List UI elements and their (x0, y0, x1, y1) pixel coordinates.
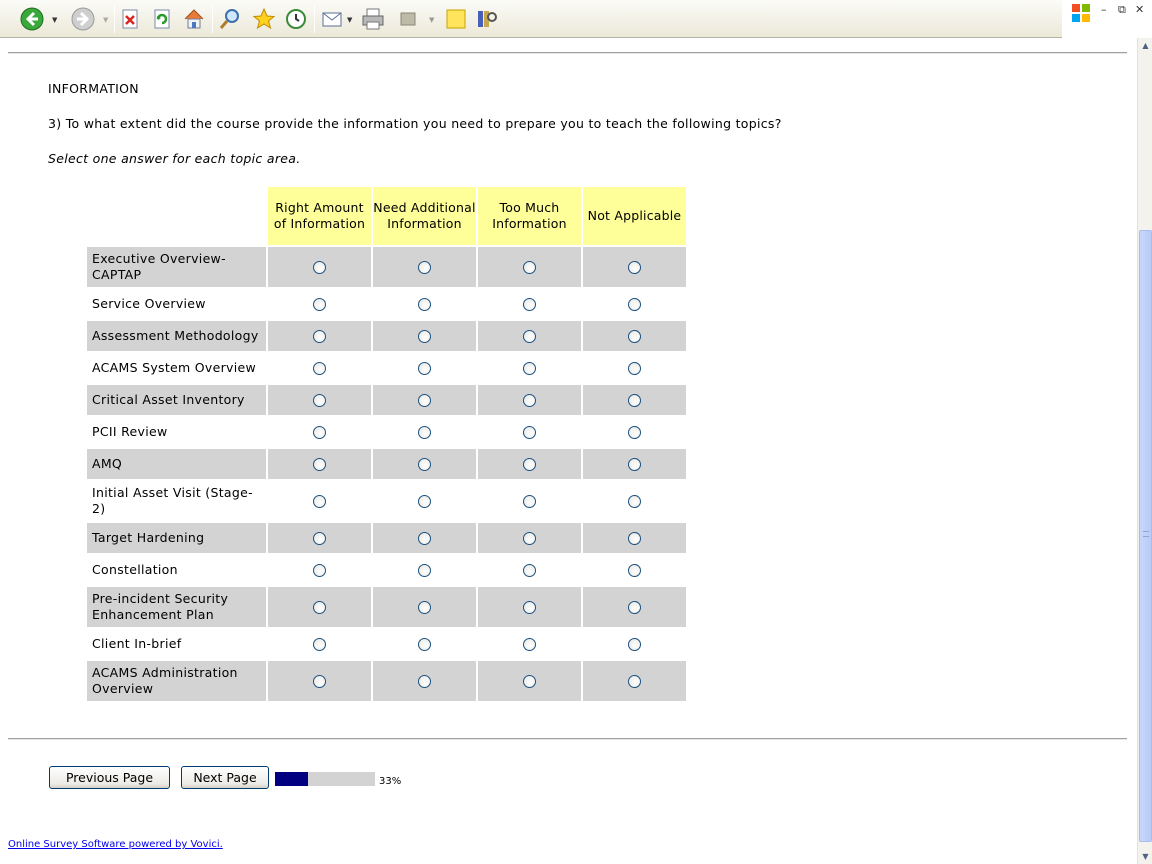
top-divider (8, 52, 1127, 54)
table-row (87, 289, 688, 319)
option-cell (373, 417, 476, 447)
option-cell (478, 417, 581, 447)
minimize-icon[interactable]: – (1101, 3, 1107, 16)
option-cell (583, 629, 686, 659)
option-cell (583, 353, 686, 383)
column-header: Too Much Information (478, 187, 581, 245)
topic-label: Constellation (92, 562, 178, 577)
answer-radio[interactable] (418, 298, 431, 311)
option-cell (268, 247, 371, 287)
answer-radio[interactable] (418, 675, 431, 688)
option-cell (373, 353, 476, 383)
answer-radio[interactable] (523, 394, 536, 407)
back-dropdown-icon[interactable]: ▼ (52, 16, 58, 24)
search-icon[interactable] (218, 7, 242, 31)
toolbar-separator (314, 5, 315, 33)
column-header: Right Amount of Information (268, 187, 371, 245)
answer-radio[interactable] (523, 638, 536, 651)
answer-radio[interactable] (628, 564, 641, 577)
answer-radio[interactable] (523, 601, 536, 614)
section-title: INFORMATION (48, 81, 139, 96)
option-cell (373, 385, 476, 415)
answer-radio[interactable] (523, 458, 536, 471)
answer-radio[interactable] (523, 330, 536, 343)
option-cell (478, 449, 581, 479)
window-controls (1062, 0, 1152, 38)
progress-bar-fill (275, 772, 308, 786)
option-cell (373, 481, 476, 521)
topic-label: Client In-brief (92, 636, 182, 651)
option-cell (478, 353, 581, 383)
research-icon[interactable] (475, 7, 499, 31)
option-cell (583, 449, 686, 479)
answer-radio[interactable] (313, 532, 326, 545)
mail-dropdown-icon[interactable]: ▼ (347, 16, 353, 24)
option-cell (268, 289, 371, 319)
option-cell (268, 353, 371, 383)
topic-label: Executive Overview-CAPTAP (87, 247, 266, 287)
note-icon[interactable] (444, 7, 468, 31)
option-cell (583, 321, 686, 351)
table-row (87, 385, 688, 415)
table-row (87, 321, 688, 351)
option-cell (478, 555, 581, 585)
option-cell (268, 523, 371, 553)
option-cell (268, 555, 371, 585)
answer-radio[interactable] (628, 458, 641, 471)
option-cell (583, 289, 686, 319)
answer-radio[interactable] (418, 601, 431, 614)
option-cell (478, 629, 581, 659)
answer-radio[interactable] (628, 394, 641, 407)
option-cell (373, 587, 476, 627)
answer-radio[interactable] (418, 458, 431, 471)
answer-radio[interactable] (313, 601, 326, 614)
answer-radio[interactable] (628, 298, 641, 311)
answer-radio[interactable] (523, 298, 536, 311)
favorites-icon[interactable] (252, 7, 276, 31)
option-cell (478, 587, 581, 627)
windows-logo-icon (1070, 2, 1092, 24)
toolbar-separator (114, 5, 115, 33)
option-cell (478, 321, 581, 351)
progress-percent: 33% (379, 776, 402, 787)
answer-radio[interactable] (313, 564, 326, 577)
forward-dropdown-icon[interactable]: ▼ (103, 16, 109, 24)
answer-radio[interactable] (628, 532, 641, 545)
option-cell (583, 481, 686, 521)
answer-radio[interactable] (313, 495, 326, 508)
forward-icon[interactable] (71, 7, 95, 31)
option-cell (478, 289, 581, 319)
answer-radio[interactable] (628, 330, 641, 343)
answer-radio[interactable] (313, 675, 326, 688)
bottom-divider (8, 738, 1127, 740)
option-cell (583, 523, 686, 553)
print-icon[interactable] (361, 7, 385, 31)
answer-radio[interactable] (523, 261, 536, 274)
powered-by-link[interactable]: Online Survey Software powered by Vovici. (8, 839, 223, 850)
option-cell (583, 661, 686, 701)
answer-radio[interactable] (313, 298, 326, 311)
option-cell (478, 247, 581, 287)
answer-radio[interactable] (418, 495, 431, 508)
option-cell (373, 523, 476, 553)
topic-label: Assessment Methodology (87, 321, 266, 351)
answer-radio[interactable] (628, 601, 641, 614)
answer-radio[interactable] (313, 394, 326, 407)
previous-page-button[interactable]: Previous Page (49, 766, 170, 789)
scrollbar-thumb[interactable] (1139, 230, 1152, 842)
answer-radio[interactable] (628, 638, 641, 651)
option-cell (583, 247, 686, 287)
topic-label: Service Overview (92, 296, 206, 311)
option-cell (478, 385, 581, 415)
survey-matrix (87, 187, 688, 703)
header-spacer (87, 187, 266, 245)
option-cell (268, 661, 371, 701)
answer-radio[interactable] (313, 638, 326, 651)
stop-icon[interactable] (118, 7, 142, 31)
table-row (87, 247, 688, 287)
answer-radio[interactable] (418, 564, 431, 577)
option-cell (373, 247, 476, 287)
mail-icon[interactable] (321, 7, 345, 31)
topic-label: PCII Review (92, 424, 168, 439)
matrix-body (87, 247, 688, 701)
vertical-scrollbar[interactable] (1137, 38, 1152, 864)
answer-radio[interactable] (418, 532, 431, 545)
option-cell (268, 481, 371, 521)
topic-label: Initial Asset Visit (Stage-2) (92, 485, 253, 516)
option-cell (268, 449, 371, 479)
answer-radio[interactable] (313, 458, 326, 471)
home-icon[interactable] (182, 7, 206, 31)
table-row (87, 481, 688, 521)
topic-label: ACAMS Administration Overview (87, 661, 266, 701)
option-cell (373, 449, 476, 479)
option-cell (268, 587, 371, 627)
scroll-down-icon[interactable]: ▼ (1142, 852, 1149, 861)
option-cell (373, 289, 476, 319)
option-cell (583, 555, 686, 585)
topic-label: Critical Asset Inventory (87, 385, 266, 415)
answer-radio[interactable] (313, 330, 326, 343)
table-row (87, 587, 688, 627)
edit-icon[interactable] (396, 7, 420, 31)
scroll-up-icon[interactable]: ▲ (1142, 41, 1149, 50)
option-cell (373, 321, 476, 351)
answer-radio[interactable] (628, 426, 641, 439)
close-icon[interactable]: ✕ (1135, 3, 1145, 16)
answer-radio[interactable] (523, 532, 536, 545)
topic-label: AMQ (87, 449, 266, 479)
table-row (87, 353, 688, 383)
answer-radio[interactable] (418, 362, 431, 375)
answer-radio[interactable] (523, 426, 536, 439)
table-row (87, 449, 688, 479)
toolbar-separator (212, 5, 213, 33)
instruction-text: Select one answer for each topic area. (48, 151, 301, 166)
option-cell (478, 523, 581, 553)
scrollbar-grip-icon (1143, 531, 1149, 537)
table-row (87, 661, 688, 701)
history-icon[interactable] (284, 7, 308, 31)
answer-radio[interactable] (523, 362, 536, 375)
answer-radio[interactable] (628, 675, 641, 688)
topic-label: ACAMS System Overview (92, 360, 257, 375)
option-cell (583, 417, 686, 447)
table-row (87, 417, 688, 447)
option-cell (373, 555, 476, 585)
table-row (87, 629, 688, 659)
answer-radio[interactable] (628, 495, 641, 508)
progress-bar (275, 772, 375, 786)
answer-radio[interactable] (523, 495, 536, 508)
option-cell (583, 587, 686, 627)
restore-icon[interactable]: ⧉ (1118, 3, 1126, 16)
option-cell (373, 661, 476, 701)
answer-radio[interactable] (418, 638, 431, 651)
answer-radio[interactable] (418, 394, 431, 407)
refresh-icon[interactable] (150, 7, 174, 31)
answer-radio[interactable] (523, 675, 536, 688)
table-row (87, 523, 688, 553)
edit-dropdown-icon[interactable]: ▼ (429, 16, 435, 24)
option-cell (478, 661, 581, 701)
answer-radio[interactable] (418, 261, 431, 274)
answer-radio[interactable] (628, 261, 641, 274)
option-cell (268, 385, 371, 415)
answer-radio[interactable] (628, 362, 641, 375)
option-cell (268, 321, 371, 351)
column-header: Not Applicable (583, 187, 686, 245)
topic-label: Target Hardening (87, 523, 266, 553)
browser-toolbar (0, 0, 1062, 38)
option-cell (268, 417, 371, 447)
column-header: Need Additional Information (373, 187, 476, 245)
answer-radio[interactable] (523, 564, 536, 577)
back-icon[interactable] (20, 7, 44, 31)
answer-radio[interactable] (313, 426, 326, 439)
answer-radio[interactable] (418, 426, 431, 439)
option-cell (583, 385, 686, 415)
answer-radio[interactable] (313, 261, 326, 274)
answer-radio[interactable] (313, 362, 326, 375)
option-cell (478, 481, 581, 521)
answer-radio[interactable] (418, 330, 431, 343)
option-cell (268, 629, 371, 659)
table-row (87, 555, 688, 585)
next-page-button[interactable]: Next Page (181, 766, 269, 789)
question-text: 3) To what extent did the course provide the information you need to prepare you to teach the following topics? (48, 116, 782, 131)
matrix-header-row (87, 187, 688, 245)
option-cell (373, 629, 476, 659)
topic-label: Pre-incident Security Enhancement Plan (87, 587, 266, 627)
